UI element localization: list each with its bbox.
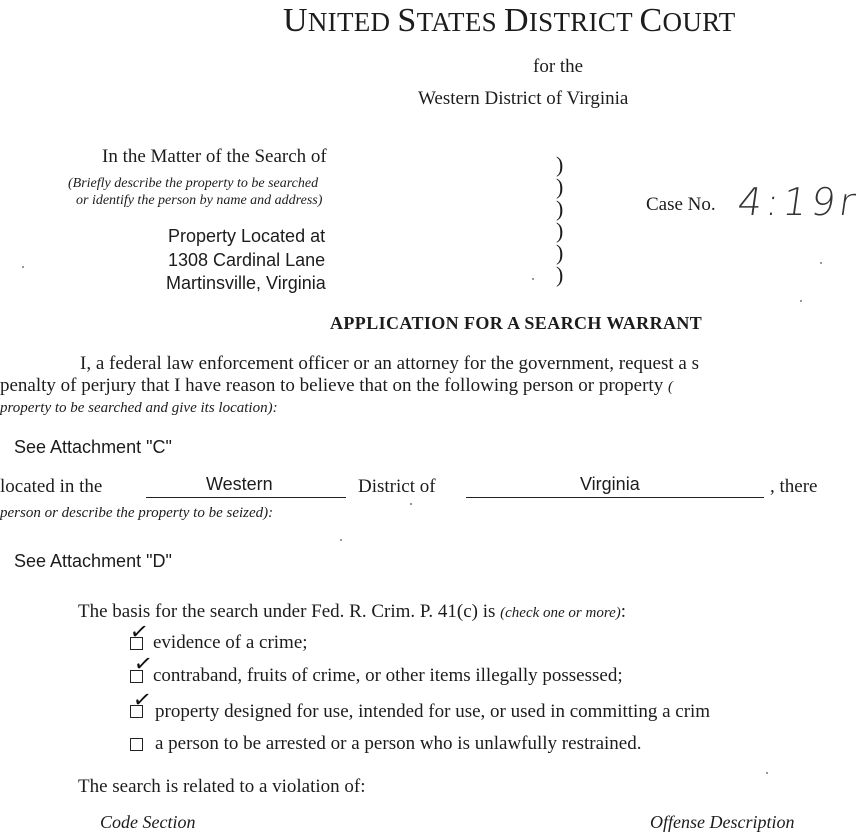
bracket-mark: ) (556, 218, 564, 243)
application-title: APPLICATION FOR A SEARCH WARRANT (330, 313, 703, 333)
bracket-mark: ) (556, 152, 564, 177)
column-offense-description: Offense Description (650, 812, 795, 832)
property-line3: Martinsville, Virginia (166, 273, 326, 293)
state-underline (466, 497, 764, 498)
checkmark-icon: ✓ (128, 618, 151, 647)
bracket-mark: ) (556, 174, 564, 199)
district-underline (146, 497, 346, 498)
seized-instruction: person or describe the property to be seized): (0, 505, 274, 521)
property-line2: 1308 Cardinal Lane (168, 250, 326, 270)
basis-item-contraband: contraband, fruits of crime, or other items illegally possessed; (153, 665, 623, 686)
there-text: , there (770, 476, 818, 497)
district-value: Western (206, 474, 273, 494)
court-title: UNITED STATES DISTRICT COURT (283, 2, 736, 39)
for-the-text: for the (533, 56, 584, 77)
bracket-mark: ) (556, 240, 564, 265)
scan-speck (820, 262, 822, 264)
checkbox-person[interactable] (130, 738, 143, 751)
checkmark-icon: ✓ (131, 686, 154, 715)
violation-intro: The search is related to a violation of: (78, 776, 366, 797)
column-code-section: Code Section (100, 812, 196, 832)
scan-speck (340, 539, 342, 541)
district-of-label: District of (358, 476, 436, 497)
scan-speck (532, 278, 534, 280)
bracket-mark: ) (556, 262, 564, 287)
state-value: Virginia (580, 474, 640, 494)
application-para-line1: I, a federal law enforcement officer or an attorney for the government, request a s (80, 353, 699, 374)
application-para-line2: penalty of perjury that I have reason to believe that on the following person or property ( (0, 375, 673, 396)
basis-item-property: property designed for use, intended for use, or used in committing a crim (155, 701, 711, 722)
attachment-d: See Attachment "D" (14, 551, 172, 571)
matter-heading: In the Matter of the Search of (102, 146, 327, 167)
basis-item-evidence: evidence of a crime; (153, 632, 308, 653)
district-name: Western District of Virginia (418, 88, 629, 109)
attachment-c: See Attachment "C" (14, 437, 172, 457)
scan-speck (766, 772, 768, 774)
case-number-handwritten: 4:19r (734, 180, 862, 224)
scan-speck (22, 266, 24, 268)
basis-intro: The basis for the search under Fed. R. Crim. P. 41(c) is (check one or more): (78, 601, 627, 622)
scan-speck (800, 300, 802, 302)
located-in-label: located in the (0, 476, 103, 497)
matter-instruction-line2: or identify the person by name and address) (76, 193, 323, 208)
application-para-line3: property to be searched and give its location): (0, 400, 278, 416)
property-line1: Property Located at (168, 226, 326, 246)
case-number-label: Case No. (646, 194, 716, 215)
basis-item-person: a person to be arrested or a person who is unlawfully restrained. (155, 733, 642, 754)
bracket-mark: ) (556, 196, 564, 221)
scan-speck (410, 503, 412, 505)
checkmark-icon: ✓ (132, 650, 155, 679)
matter-instruction-line1: (Briefly describe the property to be searched (68, 176, 319, 191)
